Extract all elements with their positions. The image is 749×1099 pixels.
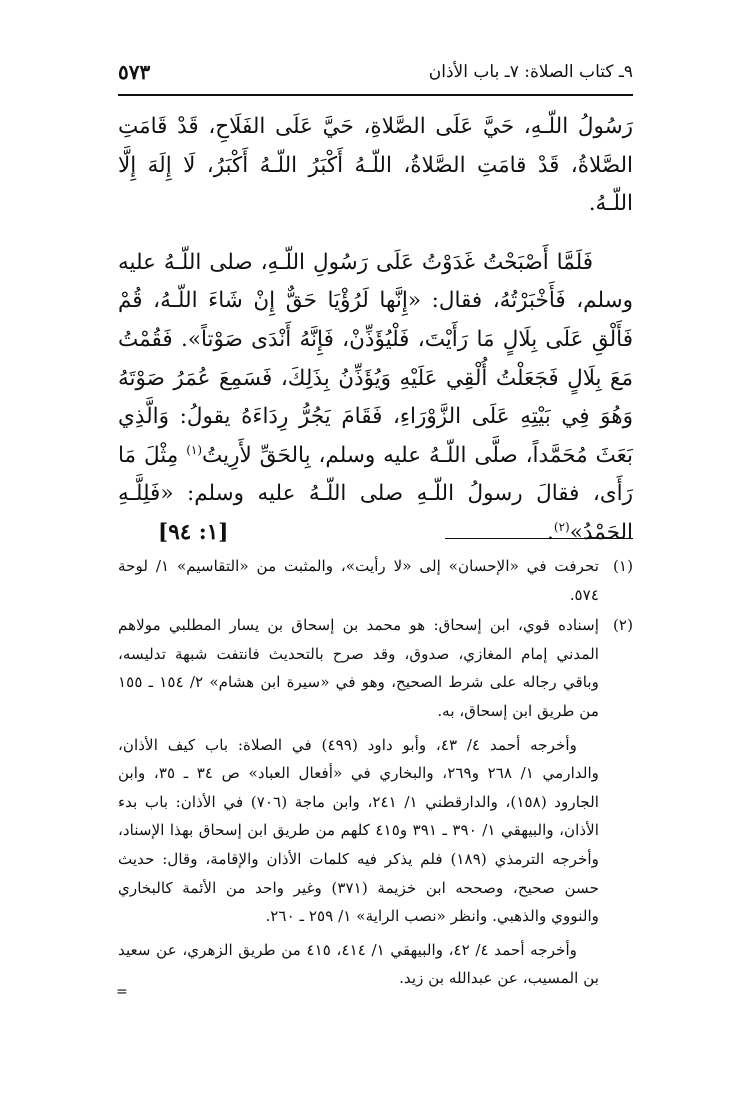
footnote-ref-2: (٢) [553,519,570,534]
footnote-paragraph: إسناده قوي، ابن إسحاق: هو محمد بن إسحاق بن يسار المطلبي مولاهم المدني إمام المغازي، صدوق، وقد صرح بالتحديث فانتفت شبهة تدليسه، وباقي رجاله على شرط الصحيح، وهو في «سيرة ابن هشام» ٢/ ١٥٤ ـ ١٥٥ من طريق ابن إسحاق، به. [118,616,599,720]
page-number: ٥٧٣ [118,60,151,84]
hadith-paragraph-2 [118,244,633,553]
footnote-number: (١) [612,557,633,575]
page-header [118,58,633,96]
hadith-paragraph-1: رَسُولُ اللّـهِ، حَيَّ عَلَى الصَّلاةِ، حَيَّ عَلَى الفَلَاحِ، قَدْ قَامَتِ الصَّلاةُ، قَدْ قامَتِ الصَّلاةُ، اللّـهُ أَكْبَرُ اللّـهُ أَكْبَرُ، لَا إِلَهَ إِلَّا اللّـهُ. [118,114,633,217]
footnote-2 [118,611,633,993]
main-text [118,108,633,553]
paragraph-2-middle: مِثْلَ مَا رَأَى، فقالَ رسولُ اللّـهِ صلى اللّـهُ عليه وسلم: «فَلِلَّـهِ الحَمْدُ» [118,442,633,545]
footnote-paragraph: تحرفت في «الإحسان» إلى «لا رأيت»، والمثبت من «التقاسيم» ١/ لوحة ٥٧٤. [118,557,599,604]
footnote-1 [118,552,633,609]
footnote-number: (٢) [612,616,633,635]
footnote-ref-1: (١) [186,442,203,457]
footnotes [118,552,633,993]
hadith-number: [١: ٩٤] [158,519,229,545]
continuation-mark: = [116,984,128,1000]
paragraph-2-end: . [547,519,554,545]
footnote-paragraph: وأخرجه أحمد ٤/ ٤٣، وأبو داود (٤٩٩) في الصلاة: باب كيف الأذان، والدارمي ١/ ٢٦٨ و٢٦٩، والبخاري في «أفعال العباد» ص ٣٤ ـ ٣٥، وابن الجارود (١٥٨)، والدارقطني ١/ ٢٤١، وابن ماجة (٧٠٦) في الأذان: باب بدء الأذان، والبيهقي ١/ ٣٩٠ ـ ٣٩١ و٤١٥ كلهم من طريق ابن إسحاق بهذا الإسناد، وأخرجه الترمذي (١٨٩) فلم يذكر فيه كلمات الأذان والإقامة، وقال: حديث حسن صحيح، وصححه ابن خزيمة (٣٧١) وغير واحد من الأئمة كالبخاري والنووي والذهبي. وانظر «نصب الراية» ١/ ٢٥٩ ـ ٢٦٠. [118,735,600,926]
footnote-body [118,552,599,609]
footnote-paragraph: وأخرجه أحمد ٤/ ٤٢، والبيهقي ١/ ٤١٤، ٤١٥ من طريق الزهري، عن سعيد بن المسيب، عن عبدالله بن زيد. [118,940,599,988]
footnote-divider [445,538,633,539]
footnote-body [118,611,599,993]
running-head: ٩ـ كتاب الصلاة: ٧ـ باب الأذان [428,62,633,82]
paragraph-2-text: فَلَمَّا أَصْبَحْتُ غَدَوْتُ عَلَى رَسُولِ اللّـهِ، صلى اللّـهُ عليه وسلم، فَأَخْبَرْتُهُ، فقال: «إِنَّها لَرُؤْيَا حَقٌّ إِنْ شَاءَ اللّـهُ، قُمْ فَأَلْقِ عَلَى بِلَالٍ مَا رَأَيْتَ، فَلْيُؤَذِّنْ، فَإِنَّهُ أَنْدَى صَوْتاً». فَقُمْتُ مَعَ بِلَالٍ فَجَعَلْتُ أُلْقِي عَلَيْهِ وَيُؤَذِّنُ بِذَلِكَ، فَسَمِعَ عُمَرُ صَوْتَهُ وَهُوَ فِي بَيْتِهِ عَلَى الزَّوْرَاءِ، فَقَامَ يَجُرُّ رِدَاءَهُ يقولُ: وَالَّذِي بَعَثَ مُحَمَّداً، صلَّى اللّـهُ عليه وسلم، بِالحَقِّ لأَرِيتُ [118,249,633,468]
